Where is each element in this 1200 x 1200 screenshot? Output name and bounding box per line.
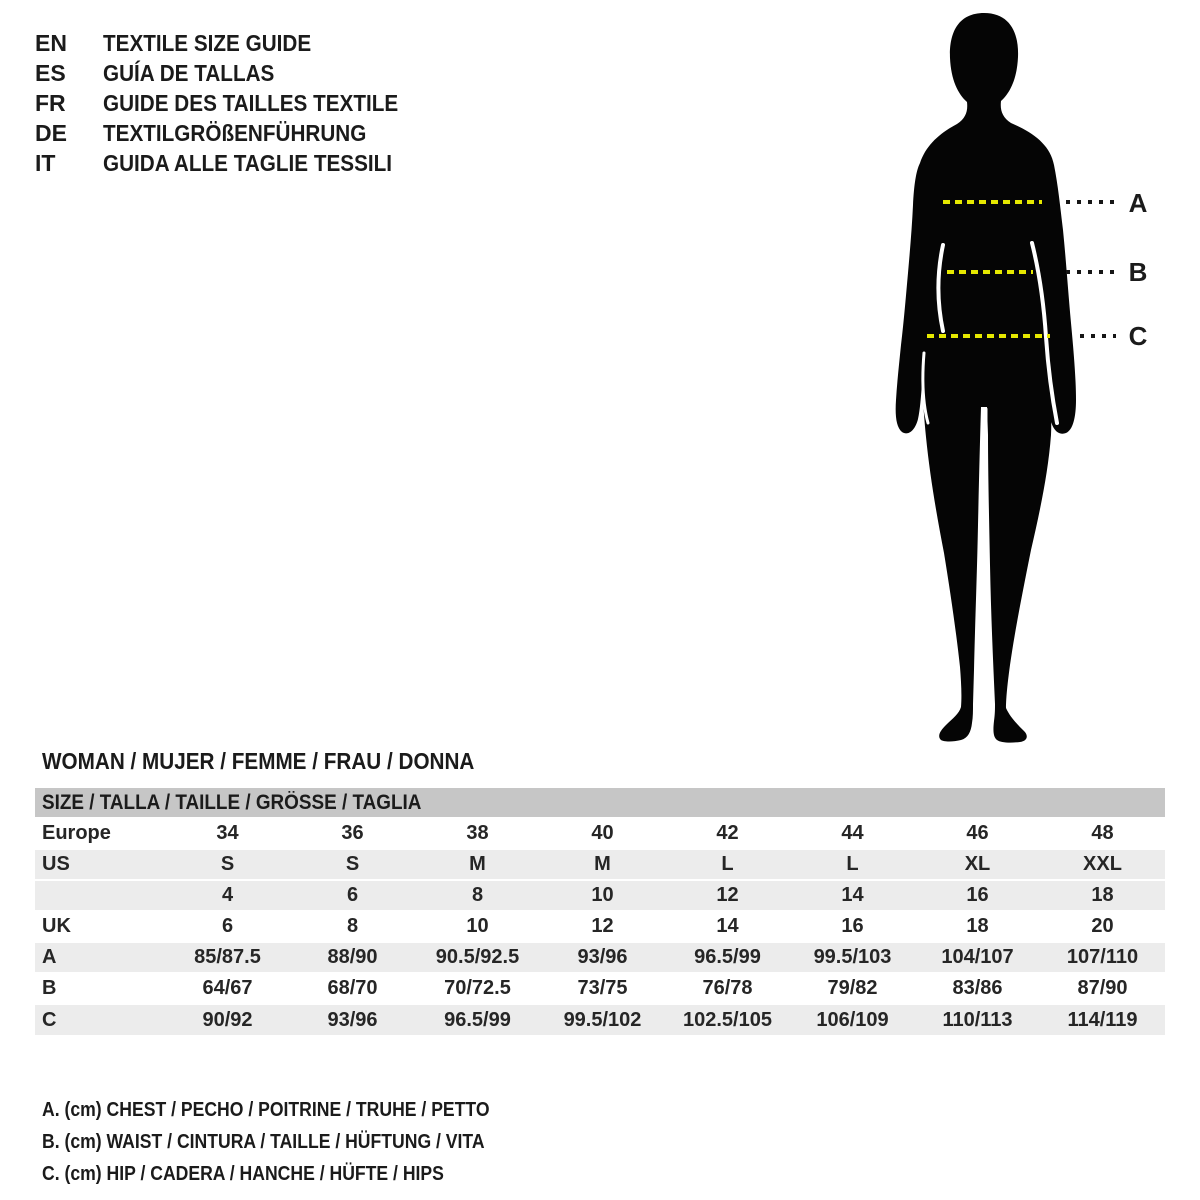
- row-label: B: [42, 977, 57, 999]
- size-cell: S: [220, 853, 235, 875]
- size-cell: 8: [471, 884, 484, 906]
- size-cell: 6: [221, 915, 234, 937]
- language-row: [35, 28, 431, 58]
- size-cell: 36: [341, 822, 364, 844]
- size-cell: 93/96: [327, 1008, 378, 1031]
- size-cell: 16: [966, 884, 989, 906]
- size-table-row: [35, 942, 1165, 973]
- legend-line-text: A. (cm) CHEST / PECHO / POITRINE / TRUHE / PETTO: [42, 1099, 490, 1121]
- language-row: [35, 118, 431, 148]
- size-cell: 68/70: [327, 977, 378, 999]
- size-table-body: [35, 818, 1165, 1035]
- size-cell: 73/75: [577, 977, 628, 999]
- size-table-row: [35, 849, 1165, 880]
- size-cell: S: [345, 853, 360, 875]
- size-cell: 46: [966, 822, 989, 844]
- size-table-header-row: [35, 788, 1165, 818]
- size-cell: 90/92: [202, 1008, 253, 1031]
- language-row: [35, 148, 431, 178]
- language-list: [35, 28, 431, 178]
- chest-label: A: [1128, 188, 1148, 218]
- size-table-row: [35, 1004, 1165, 1035]
- size-cell: 64/67: [202, 977, 253, 999]
- size-cell: 6: [346, 884, 359, 906]
- size-cell: L: [846, 853, 859, 875]
- size-cell: 106/109: [816, 1008, 889, 1031]
- language-row: [35, 58, 431, 88]
- row-label: A: [42, 946, 57, 968]
- size-cell: 12: [716, 884, 739, 906]
- row-label: [35, 880, 165, 911]
- waist-line-dotted: [1066, 270, 1114, 274]
- waist-label: B: [1128, 257, 1148, 287]
- size-cell: 85/87.5: [194, 946, 261, 968]
- language-title: GUIDE DES TAILLES TEXTILE: [103, 90, 399, 116]
- size-cell: 83/86: [952, 977, 1003, 999]
- language-code: EN: [35, 30, 67, 56]
- size-cell: 110/113: [942, 1008, 1013, 1031]
- row-label: C: [42, 1008, 57, 1031]
- language-title: TEXTILE SIZE GUIDE: [103, 30, 312, 56]
- legend-line: [42, 1094, 551, 1126]
- size-cell: 10: [591, 884, 614, 906]
- size-cell: 12: [591, 915, 614, 937]
- language-code: IT: [35, 150, 56, 176]
- size-cell: 79/82: [827, 977, 878, 999]
- size-cell: 14: [841, 884, 864, 906]
- legend-line: [42, 1158, 551, 1190]
- size-cell: 38: [466, 822, 489, 844]
- section-title: [42, 748, 522, 775]
- size-cell: 76/78: [702, 977, 753, 999]
- size-cell: 14: [716, 915, 739, 937]
- size-cell: 99.5/102: [563, 1008, 642, 1031]
- hip-line-dotted: [1080, 334, 1116, 338]
- size-cell: 48: [1091, 822, 1114, 844]
- size-cell: 40: [591, 822, 614, 844]
- size-cell: 96.5/99: [694, 946, 761, 968]
- language-code: DE: [35, 120, 67, 146]
- size-table-row: [35, 818, 1165, 849]
- size-cell: 70/72.5: [444, 977, 511, 999]
- size-cell: XXL: [1083, 853, 1122, 875]
- size-cell: L: [721, 853, 734, 875]
- hip-label: C: [1128, 321, 1148, 351]
- size-cell: M: [469, 853, 486, 875]
- measurement-legend: [42, 1094, 551, 1190]
- legend-line-text: C. (cm) HIP / CADERA / HANCHE / HÜFTE / HIPS: [42, 1163, 444, 1185]
- row-label: Europe: [42, 822, 111, 844]
- chest-line-yellow: [943, 200, 1042, 204]
- size-table-row: [35, 973, 1165, 1004]
- chest-line-dotted: [1066, 200, 1116, 204]
- language-title: TEXTILGRÖßENFÜHRUNG: [103, 120, 367, 146]
- waist-line-yellow: [947, 270, 1033, 274]
- size-cell: 104/107: [941, 946, 1014, 968]
- size-cell: 114/119: [1067, 1008, 1138, 1031]
- legend-line: [42, 1126, 551, 1158]
- section-title-text: WOMAN / MUJER / FEMME / FRAU / DONNA: [42, 748, 475, 774]
- size-cell: 93/96: [577, 946, 628, 968]
- size-cell: M: [594, 853, 611, 875]
- size-cell: 96.5/99: [444, 1008, 511, 1031]
- size-table: [35, 788, 1165, 1035]
- size-cell: 88/90: [327, 946, 378, 968]
- language-title: GUIDA ALLE TAGLIE TESSILI: [103, 150, 393, 176]
- language-code: ES: [35, 60, 66, 86]
- size-cell: 102.5/105: [683, 1008, 772, 1031]
- woman-silhouette: [860, 5, 1140, 745]
- language-code: FR: [35, 90, 66, 116]
- size-table-header-text: SIZE / TALLA / TAILLE / GRÖSSE / TAGLIA: [42, 790, 422, 814]
- size-cell: 44: [841, 822, 864, 844]
- size-cell: 10: [466, 915, 489, 937]
- language-row: [35, 88, 431, 118]
- size-cell: 8: [346, 915, 359, 937]
- legend-line-text: B. (cm) WAIST / CINTURA / TAILLE / HÜFTUNG / VITA: [42, 1131, 485, 1153]
- size-table-row: [35, 911, 1165, 942]
- hip-line-yellow: [927, 334, 1050, 338]
- size-cell: 107/110: [1066, 946, 1139, 968]
- size-table-row: [35, 880, 1165, 911]
- size-cell: 87/90: [1077, 977, 1128, 999]
- row-label: UK: [42, 915, 71, 937]
- size-cell: 42: [716, 822, 739, 844]
- size-cell: 4: [221, 884, 234, 906]
- size-table-header: [35, 788, 1165, 818]
- size-cell: 99.5/103: [813, 946, 892, 968]
- size-cell: 34: [216, 822, 239, 844]
- language-title: GUÍA DE TALLAS: [103, 60, 275, 86]
- size-cell: 18: [966, 915, 989, 937]
- size-cell: XL: [964, 853, 991, 875]
- size-cell: 20: [1091, 915, 1114, 937]
- row-label: US: [42, 853, 70, 875]
- size-cell: 16: [841, 915, 864, 937]
- size-cell: 18: [1091, 884, 1114, 906]
- size-cell: 90.5/92.5: [435, 946, 520, 968]
